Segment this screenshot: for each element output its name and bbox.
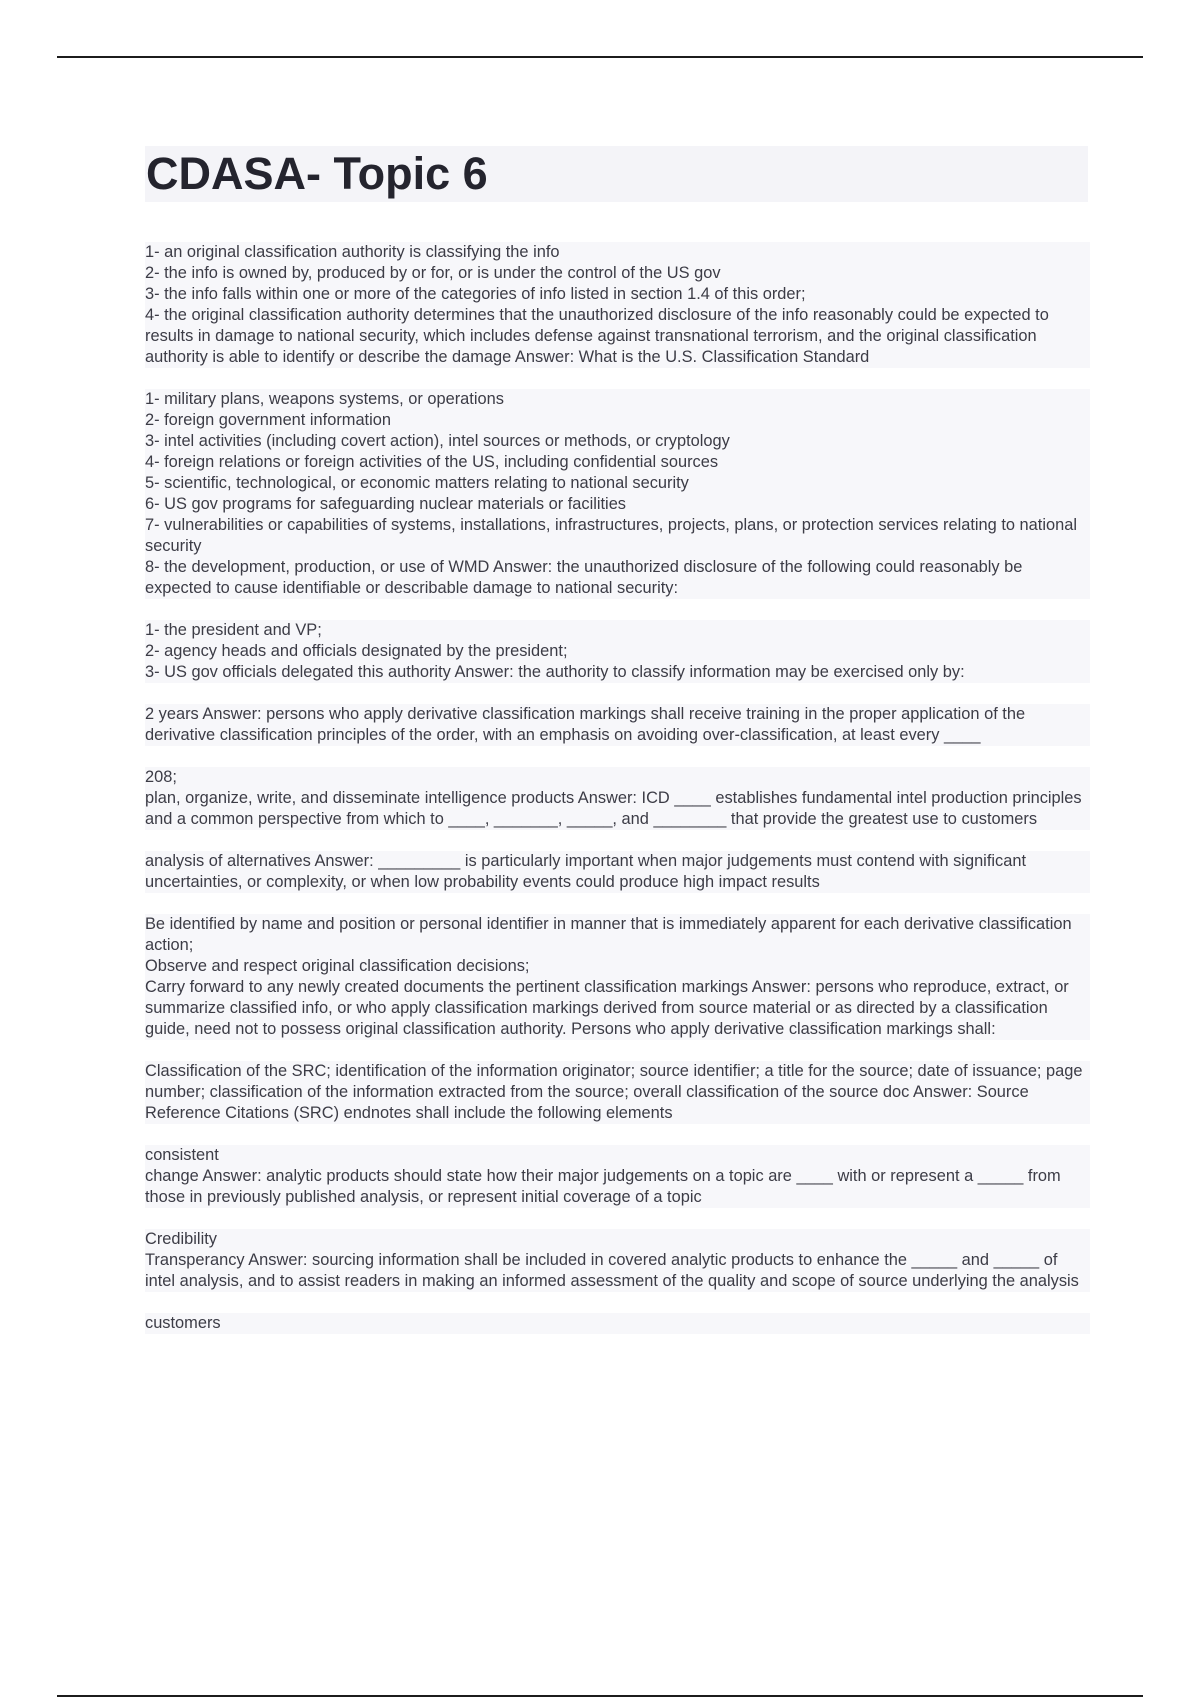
- flashcard: [145, 242, 1090, 368]
- card-line: 1- military plans, weapons systems, or operations: [145, 390, 504, 408]
- flashcard: [145, 389, 1090, 599]
- flashcard: [145, 1061, 1090, 1124]
- card-line: 1- the president and VP;: [145, 621, 322, 639]
- card-line: consistent: [145, 1146, 219, 1164]
- card-line: 2- the info is owned by, produced by or for, or is under the control of the US gov: [145, 264, 721, 282]
- card-line: Be identified by name and position or personal identifier in manner that is immediately apparent for each derivative classification action;: [145, 915, 1072, 954]
- card-line: Classification of the SRC; identification of the information originator; source identifier; a title for the source; date of issuance; page number; classification of the information extracted from the source; overall classification of the source doc Answer: Source Reference Citations (SRC) endnotes shall include the following elements: [145, 1062, 1083, 1122]
- card-line: 2- foreign government information: [145, 411, 391, 429]
- flashcard: [145, 767, 1090, 830]
- card-line: Credibility: [145, 1230, 217, 1248]
- card-line: plan, organize, write, and disseminate intelligence products Answer: ICD ____ establishes fundamental intel production principles and a common perspective from which to ____, _______, _____, and ________ that provide the greatest use to customers: [145, 789, 1082, 828]
- flashcard: [145, 1145, 1090, 1208]
- flashcard-list: [145, 242, 1090, 1355]
- flashcard: [145, 1229, 1090, 1292]
- flashcard: [145, 1313, 1090, 1334]
- card-line: 7- vulnerabilities or capabilities of systems, installations, infrastructures, projects, plans, or protection services relating to national security: [145, 516, 1077, 555]
- flashcard: [145, 704, 1090, 746]
- card-line: 208;: [145, 768, 177, 786]
- flashcard: [145, 620, 1090, 683]
- card-line: analysis of alternatives Answer: _________ is particularly important when major judgements must contend with significant uncertainties, or complexity, or when low probability events could produce high impact results: [145, 852, 1026, 891]
- card-line: 3- US gov officials delegated this authority Answer: the authority to classify information may be exercised only by:: [145, 663, 965, 681]
- card-line: 2 years Answer: persons who apply derivative classification markings shall receive training in the proper application of the derivative classification principles of the order, with an emphasis on avoiding over-classification, at least every ____: [145, 705, 1026, 744]
- card-line: 8- the development, production, or use of WMD Answer: the unauthorized disclosure of the following could reasonably be expected to cause identifiable or describable damage to national security:: [145, 558, 1023, 597]
- card-line: Transperancy Answer: sourcing information shall be included in covered analytic products to enhance the _____ and _____ of intel analysis, and to assist readers in making an informed assessment of the quality and scope of source underlying the analysis: [145, 1251, 1079, 1290]
- card-line: 6- US gov programs for safeguarding nuclear materials or facilities: [145, 495, 627, 513]
- card-line: 5- scientific, technological, or economic matters relating to national security: [145, 474, 689, 492]
- page-title: CDASA- Topic 6: [146, 148, 488, 199]
- header-rule: [57, 56, 1143, 58]
- card-line: 3- the info falls within one or more of the categories of info listed in section 1.4 of this order;: [145, 285, 806, 303]
- flashcard: [145, 914, 1090, 1040]
- flashcard: [145, 851, 1090, 893]
- card-line: 4- foreign relations or foreign activities of the US, including confidential sources: [145, 453, 719, 471]
- card-line: customers: [145, 1314, 221, 1332]
- footer-rule: [57, 1695, 1143, 1697]
- card-line: change Answer: analytic products should state how their major judgements on a topic are ____ with or represent a _____ from those in previously published analysis, or represent initial coverage of a topic: [145, 1167, 1061, 1206]
- card-line: 4- the original classification authority determines that the unauthorized disclosure of the info reasonably could be expected to results in damage to national security, which includes defense against transnational terrorism, and the original classification authority is able to identify or describe the damage Answer: What is the U.S. Classification Standard: [145, 306, 1049, 366]
- card-line: Observe and respect original classification decisions;: [145, 957, 530, 975]
- card-line: 2- agency heads and officials designated by the president;: [145, 642, 568, 660]
- card-line: Carry forward to any newly created documents the pertinent classification markings Answer: persons who reproduce, extract, or summarize classified info, or who apply classification markings derived from source material or as directed by a classification guide, need not to possess original classification authority. Persons who apply derivative classification markings shall:: [145, 978, 1069, 1038]
- card-line: 1- an original classification authority is classifying the info: [145, 243, 560, 261]
- card-line: 3- intel activities (including covert action), intel sources or methods, or cryptology: [145, 432, 730, 450]
